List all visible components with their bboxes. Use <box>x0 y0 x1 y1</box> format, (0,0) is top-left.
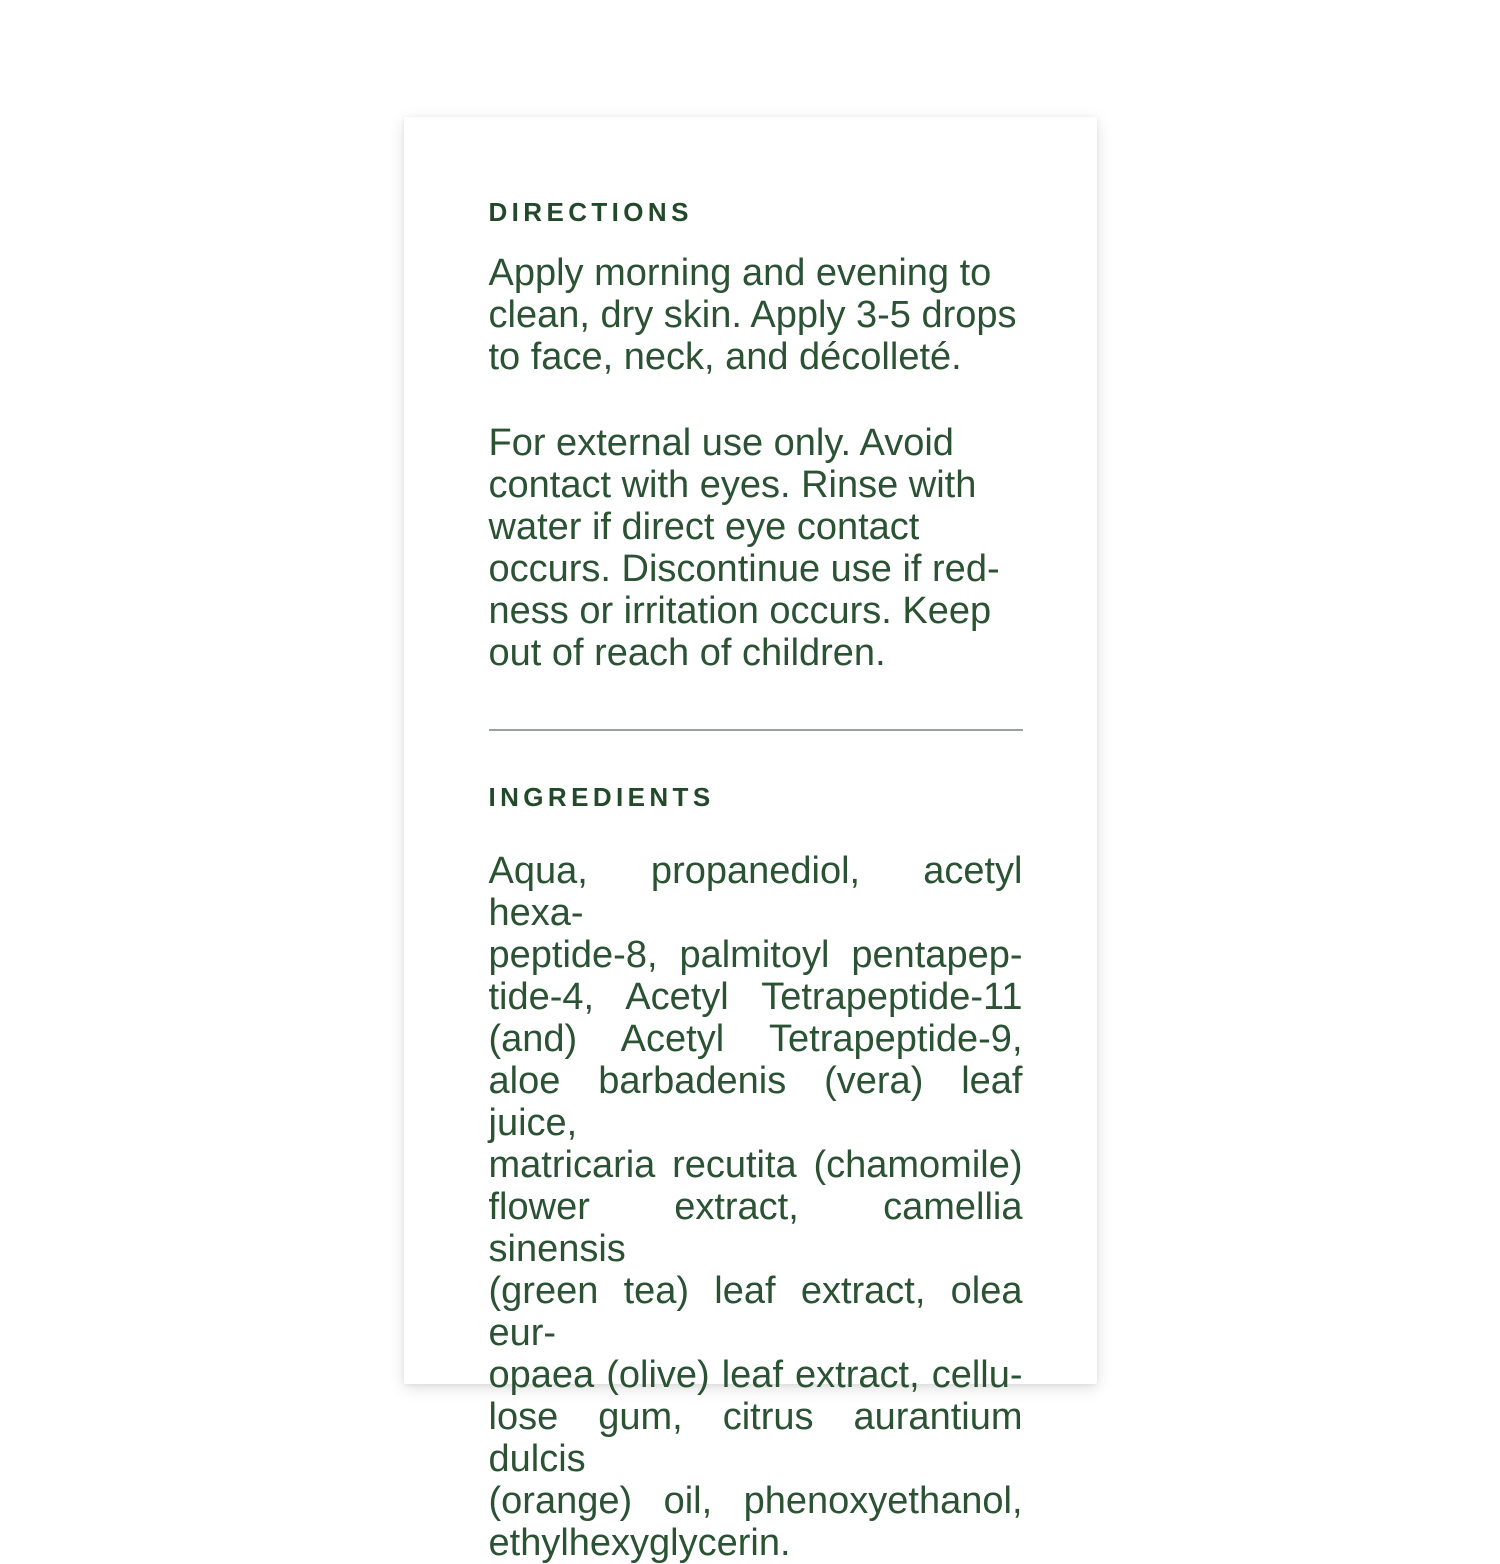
text-line: Aqua, propanediol, acetyl hexa- <box>488 849 1023 934</box>
section-divider <box>489 729 1023 731</box>
text-line: matricaria recutita (chamomile) <box>488 1143 1023 1186</box>
text-line: aloe barbadenis (vera) leaf juice, <box>488 1059 1023 1144</box>
text-line: clean, dry skin. Apply 3-5 drops <box>488 293 1017 336</box>
text-line: lose gum, citrus aurantium dulcis <box>488 1395 1023 1480</box>
text-line: to face, neck, and décolleté. <box>488 335 962 378</box>
ingredients-paragraph <box>489 850 1023 1564</box>
text-line: (orange) oil, phenoxyethanol, <box>488 1479 1023 1522</box>
directions-heading: DIRECTIONS <box>488 196 693 227</box>
text-line: water if direct eye contact <box>488 505 920 548</box>
text-line: For external use only. Avoid <box>488 421 954 464</box>
directions-paragraph-usage <box>489 252 1023 378</box>
text-line: ethylhexyglycerin. <box>488 1521 791 1564</box>
text-line: peptide-8, palmitoyl pentapep- <box>488 933 1023 976</box>
text-line: (and) Acetyl Tetrapeptide-9, <box>488 1017 1023 1060</box>
text-line: tide-4, Acetyl Tetrapeptide-11 <box>488 975 1023 1018</box>
text-line: Apply morning and evening to <box>488 251 992 294</box>
product-label-panel <box>404 117 1097 1564</box>
ingredients-heading: INGREDIENTS <box>488 781 715 812</box>
text-line: ness or irritation occurs. Keep <box>488 589 992 632</box>
text-line: flower extract, camellia sinensis <box>488 1185 1023 1270</box>
text-line: contact with eyes. Rinse with <box>488 463 977 506</box>
directions-paragraph-warnings <box>489 422 1023 674</box>
text-line: (green tea) leaf extract, olea eur- <box>488 1269 1023 1354</box>
text-line: occurs. Discontinue use if red- <box>488 547 1000 590</box>
text-line: opaea (olive) leaf extract, cellu- <box>488 1353 1023 1396</box>
text-line: out of reach of children. <box>488 631 886 674</box>
